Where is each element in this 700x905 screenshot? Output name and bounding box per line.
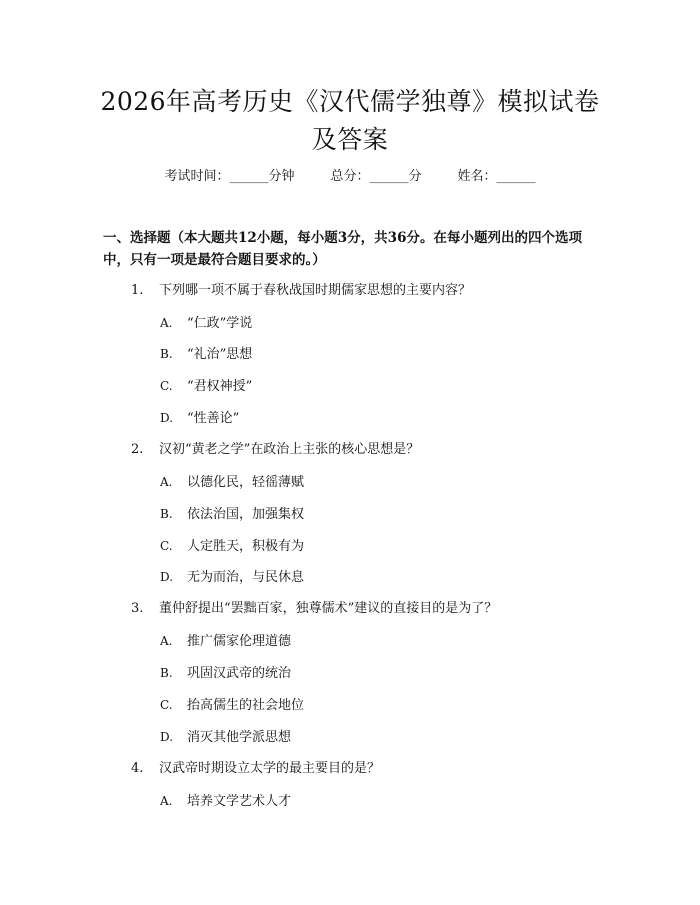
option-text: “君权神授”	[187, 379, 253, 394]
option-text: “仁政”学说	[187, 316, 253, 331]
option-text: 消灭其他学派思想	[187, 730, 292, 745]
question-3	[131, 599, 497, 619]
option-text: 抬高儒生的社会地位	[187, 698, 305, 713]
option-1a	[160, 313, 252, 334]
option-letter: A.	[160, 475, 173, 489]
page-title	[80, 83, 620, 159]
option-letter: B.	[160, 666, 173, 680]
student-name-field: 姓名：______	[457, 169, 536, 184]
option-letter: D.	[160, 411, 174, 425]
question-number: 1.	[131, 283, 144, 298]
question-stem: 下列哪一项不属于春秋战国时期儒家思想的主要内容？	[159, 283, 472, 298]
option-text: 依法治国，加强集权	[187, 507, 305, 522]
option-2b	[160, 504, 304, 525]
total-score-field: 总分：______分	[330, 169, 422, 184]
option-1d	[160, 408, 239, 429]
question-number: 4.	[131, 761, 144, 776]
option-text: 无为而治，与民休息	[187, 570, 305, 585]
title-line-1: 2026年高考历史《汉代儒学独尊》模拟试卷	[100, 87, 600, 116]
exam-meta	[0, 167, 700, 187]
option-letter: C.	[160, 539, 173, 553]
option-4a	[160, 791, 291, 812]
question-2	[131, 440, 419, 460]
option-2c	[160, 536, 304, 557]
option-text: 推广儒家伦理道德	[187, 634, 292, 649]
option-3c	[160, 695, 304, 716]
option-letter: B.	[160, 507, 173, 521]
section-heading: 一、选择题（本大题共12小题，每小题3分，共36分。在每小题列出的四个选项中，只有一项是最符合题目要求的。）	[103, 230, 582, 268]
question-number: 3.	[131, 601, 144, 616]
option-letter: A.	[160, 634, 173, 648]
option-3d	[160, 727, 291, 748]
option-3b	[160, 663, 291, 684]
option-letter: B.	[160, 347, 173, 361]
option-text: 人定胜天，积极有为	[187, 539, 305, 554]
option-2a	[160, 472, 304, 493]
option-letter: A.	[160, 794, 173, 808]
option-text: 巩固汉武帝的统治	[187, 666, 292, 681]
question-stem: 董仲舒提出“罢黜百家，独尊儒术”建议的直接目的是为了？	[159, 601, 498, 616]
option-text: 培养文学艺术人才	[187, 794, 292, 809]
title-line-2: 及答案	[311, 125, 389, 154]
option-letter: C.	[160, 698, 173, 712]
option-letter: A.	[160, 316, 173, 330]
option-letter: C.	[160, 379, 173, 393]
question-stem: 汉初“黄老之学”在政治上主张的核心思想是？	[159, 442, 420, 457]
question-1	[131, 281, 471, 301]
question-number: 2.	[131, 442, 144, 457]
exam-time-field: 考试时间：______分钟	[164, 169, 295, 184]
question-stem: 汉武帝时期设立太学的最主要目的是？	[159, 761, 381, 776]
option-text: 以德化民，轻徭薄赋	[187, 475, 305, 490]
question-4	[131, 759, 380, 779]
option-1b	[160, 344, 252, 365]
option-text: “性善论”	[187, 411, 240, 426]
option-2d	[160, 567, 304, 588]
option-letter: D.	[160, 570, 174, 584]
option-letter: D.	[160, 730, 174, 744]
option-1c	[160, 376, 252, 397]
option-text: “礼治”思想	[187, 347, 253, 362]
option-3a	[160, 631, 291, 652]
